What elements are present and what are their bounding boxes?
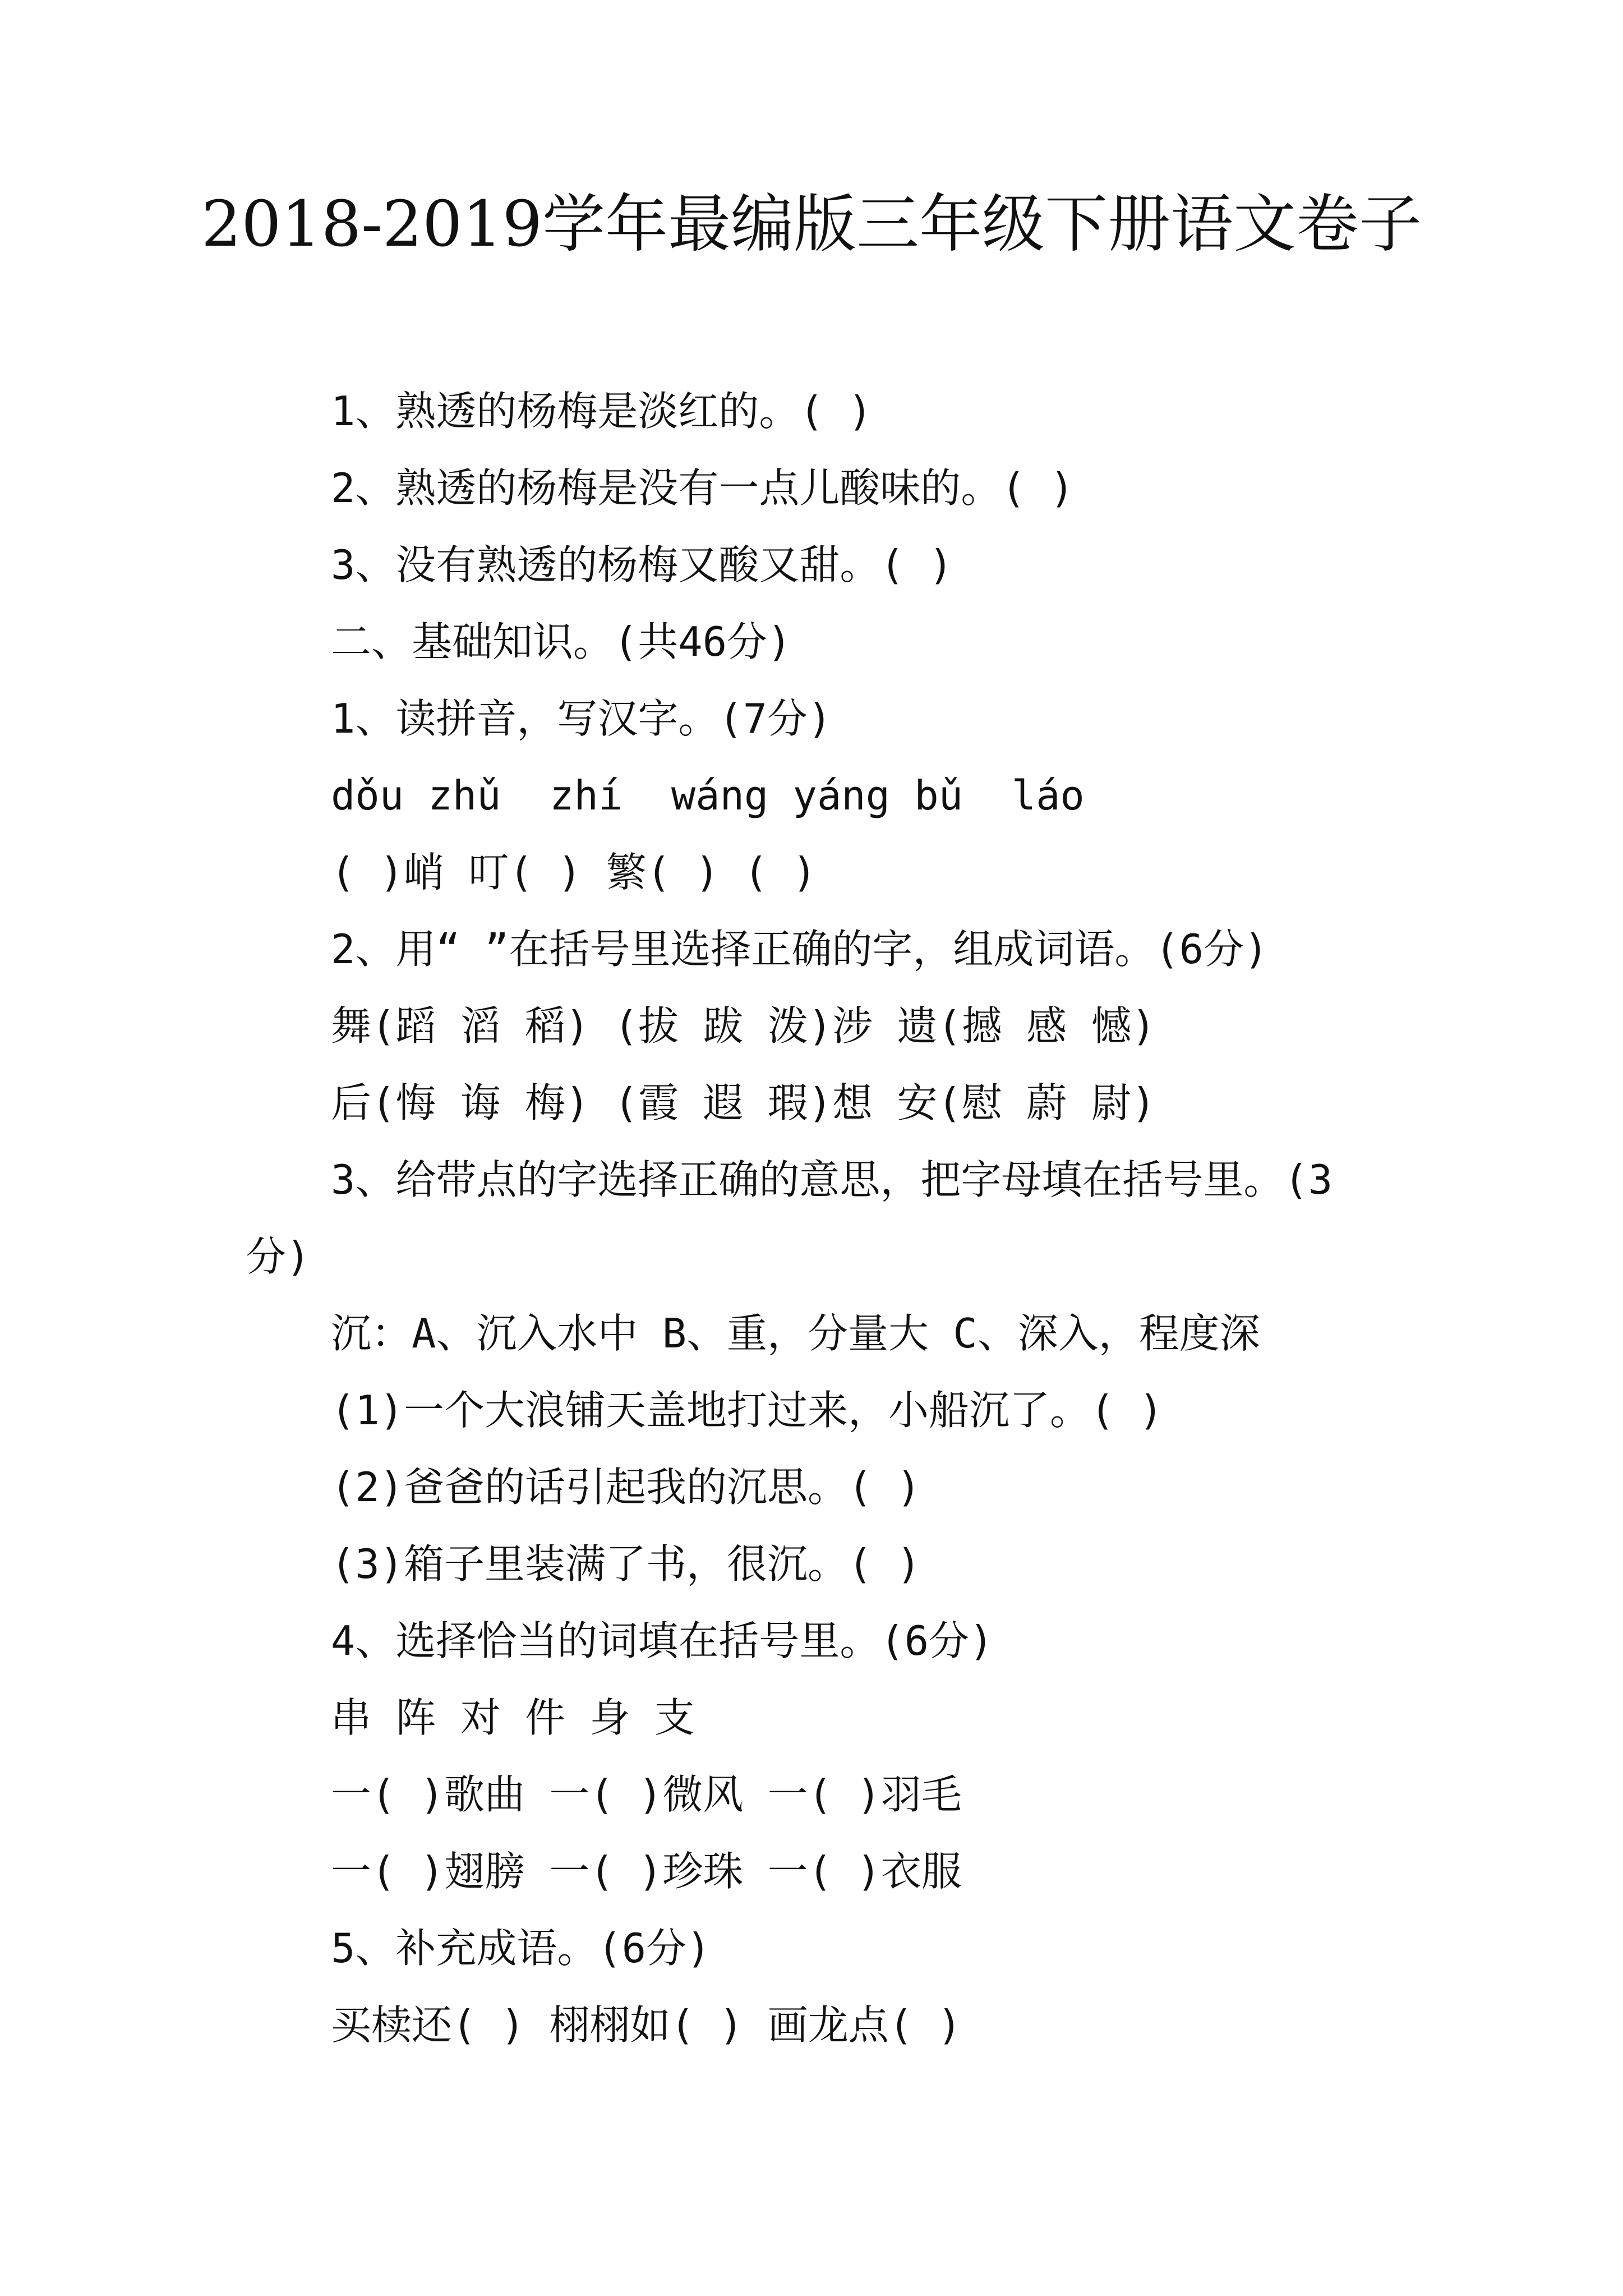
question-heading: 5、补充成语。(6分) [331,1925,711,1972]
text-line: 后(悔 诲 梅) (霞 遐 瑕)想 安(慰 蔚 尉) [331,1079,1156,1126]
text-line: 一( )歌曲 一( )微风 一( )羽毛 [331,1771,962,1818]
word-bank: 串 阵 对 件 身 支 [331,1694,695,1741]
text-line: (2)爸爸的话引起我的沉思。( ) [331,1464,921,1511]
text-line: 3、没有熟透的杨梅又酸又甜。( ) [331,541,953,588]
text-line: 一( )翅膀 一( )珍珠 一( )衣服 [331,1848,962,1895]
text-line: ( )峭 叮( ) 繁( ) ( ) [331,849,817,896]
text-line: (3)箱子里装满了书，很沉。( ) [331,1540,921,1588]
text-line: 舞(蹈 滔 稻) (拔 跋 泼)涉 遗(撼 感 憾) [331,1002,1156,1050]
text-line: 2、熟透的杨梅是没有一点儿酸味的。( ) [331,464,1075,512]
question-heading: 3、给带点的字选择正确的意思，把字母填在括号里。(3 [331,1156,1333,1203]
text-line: 买椟还( ) 栩栩如( ) 画龙点( ) [331,2001,962,2049]
pinyin-line: dǒu zhǔ zhí wáng yáng bǔ láo [331,772,1085,819]
text-line: 沉：A、沉入水中 B、重，分量大 C、深入，程度深 [331,1310,1260,1357]
text-line-continuation: 分) [246,1233,311,1280]
section-heading: 二、基础知识。(共46分) [331,618,792,665]
text-line: 1、熟透的杨梅是淡红的。( ) [331,388,873,435]
question-heading: 1、读拼音，写汉字。(7分) [331,695,832,742]
text-line: (1)一个大浪铺天盖地打过来，小船沉了。( ) [331,1387,1164,1434]
document-title: 2018-2019学年最编版三年级下册语文卷子 [201,188,1422,261]
question-heading: 4、选择恰当的词填在括号里。(6分) [331,1617,994,1664]
question-heading: 2、用“ ”在括号里选择正确的字，组成词语。(6分) [331,926,1269,973]
